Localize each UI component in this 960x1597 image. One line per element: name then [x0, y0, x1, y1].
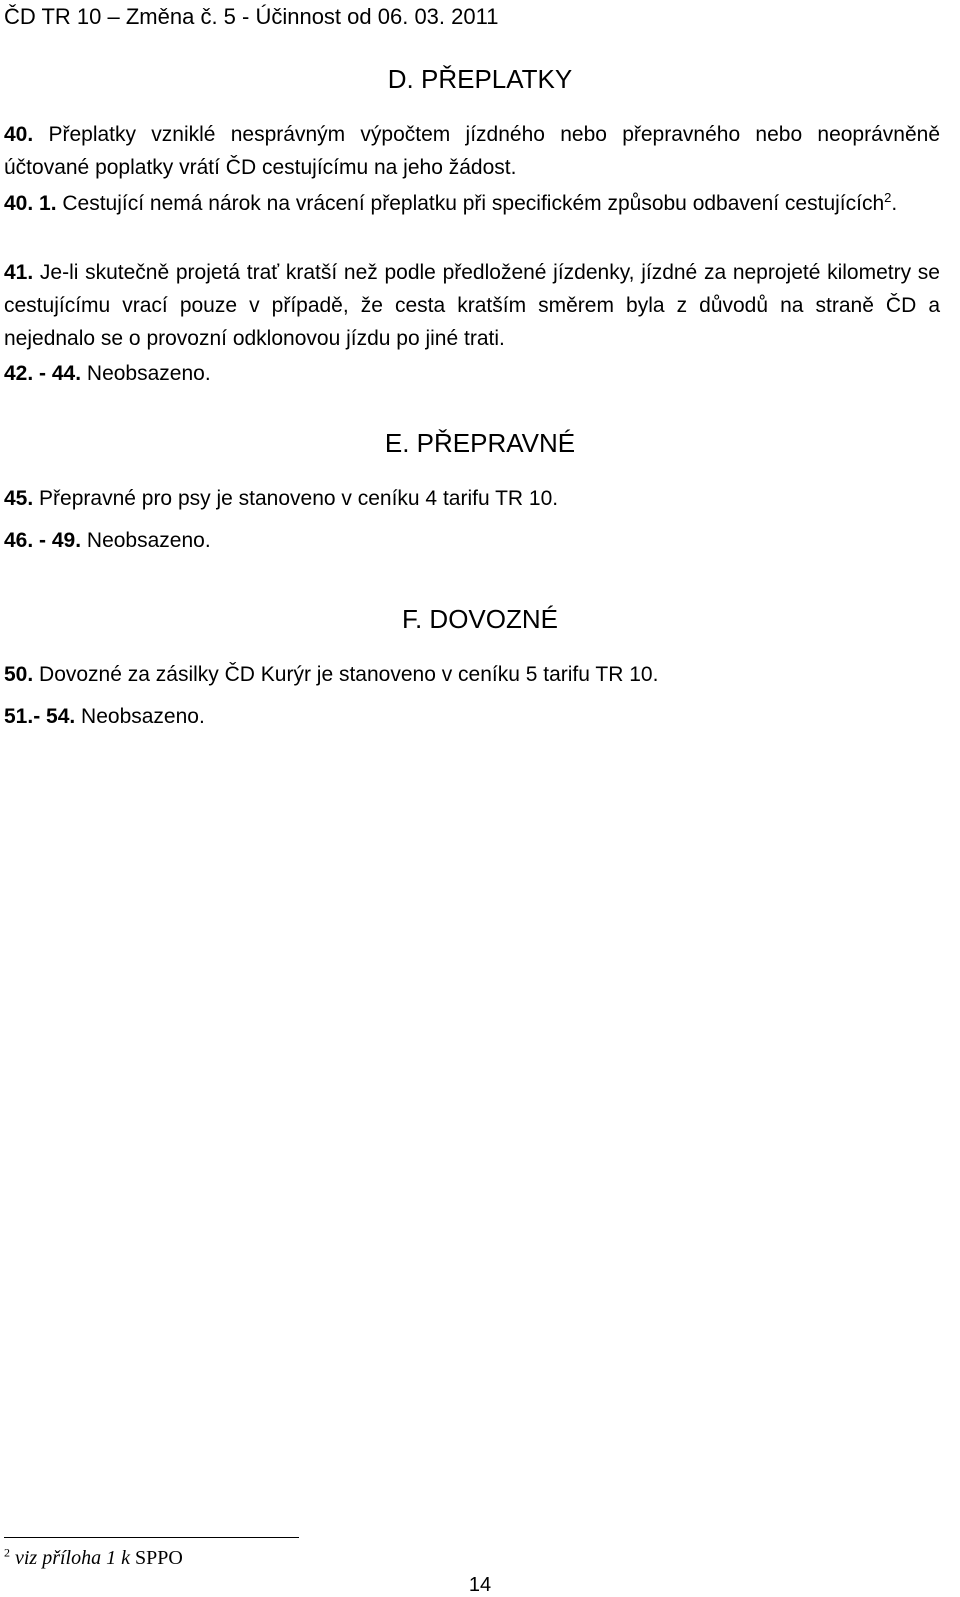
- paragraph-42-44: [4, 357, 940, 390]
- paragraph-40: [4, 118, 940, 184]
- footnote-italic-text: viz příloha 1 k: [10, 1547, 130, 1569]
- paragraph-text: Přepravné pro psy je stanoveno v ceníku 4 tarifu TR 10.: [33, 487, 559, 510]
- footnote-separator: [4, 1537, 299, 1538]
- paragraph-40-1: [4, 187, 940, 220]
- paragraph-text: Neobsazeno.: [75, 705, 205, 728]
- footnote: [4, 1547, 183, 1570]
- paragraph-number: 42. - 44.: [4, 362, 82, 385]
- paragraph-number: 40.: [4, 123, 34, 146]
- paragraph-number: 40. 1.: [4, 192, 57, 215]
- paragraph-text: Neobsazeno.: [81, 362, 211, 385]
- paragraph-41: [4, 256, 940, 355]
- paragraph-number: 46. - 49.: [4, 529, 82, 552]
- footnote-reference[interactable]: 2: [884, 190, 892, 205]
- paragraph-number: 50.: [4, 663, 34, 686]
- paragraph-tail: .: [891, 192, 898, 215]
- paragraph-number: 45.: [4, 487, 34, 510]
- paragraph-45: [4, 482, 940, 515]
- paragraph-number: 41.: [4, 261, 34, 284]
- paragraph-text: Neobsazeno.: [81, 529, 211, 552]
- paragraph-text: Je-li skutečně projetá trať kratší než podle předložené jízdenky, jízdné za neprojeté kilometry se cestujícímu vrací pouze v případě, že cesta kratším směrem byla z důvodů na straně ČD a nejednalo se o provozní odklonovou jízdu po jiné trati.: [4, 261, 940, 350]
- footnote-marker: 2: [4, 1545, 10, 1560]
- paragraph-text: Dovozné za zásilky ČD Kurýr je stanoveno v ceníku 5 tarifu TR 10.: [33, 663, 659, 686]
- paragraph-text: Cestující nemá nárok na vrácení přeplatku při specifickém způsobu odbavení cestujících: [56, 192, 885, 215]
- paragraph-text: Přeplatky vzniklé nesprávným výpočtem jízdného nebo přepravného nebo neoprávněně účtované poplatky vrátí ČD cestujícímu na jeho žádost.: [4, 123, 940, 179]
- section-title-f: F. DOVOZNÉ: [401, 604, 558, 634]
- paragraph-50: [4, 658, 940, 691]
- paragraph-number: 51.- 54.: [4, 705, 76, 728]
- section-title-e: E. PŘEPRAVNÉ: [384, 428, 576, 458]
- paragraph-51-54: [4, 700, 940, 733]
- page-number: 14: [468, 1574, 492, 1596]
- footnote-tail-text: SPPO: [130, 1547, 183, 1569]
- section-title-d: D. PŘEPLATKY: [387, 64, 573, 94]
- paragraph-46-49: [4, 524, 940, 557]
- document-header: ČD TR 10 – Změna č. 5 - Účinnost od 06. 03. 2011: [4, 4, 499, 29]
